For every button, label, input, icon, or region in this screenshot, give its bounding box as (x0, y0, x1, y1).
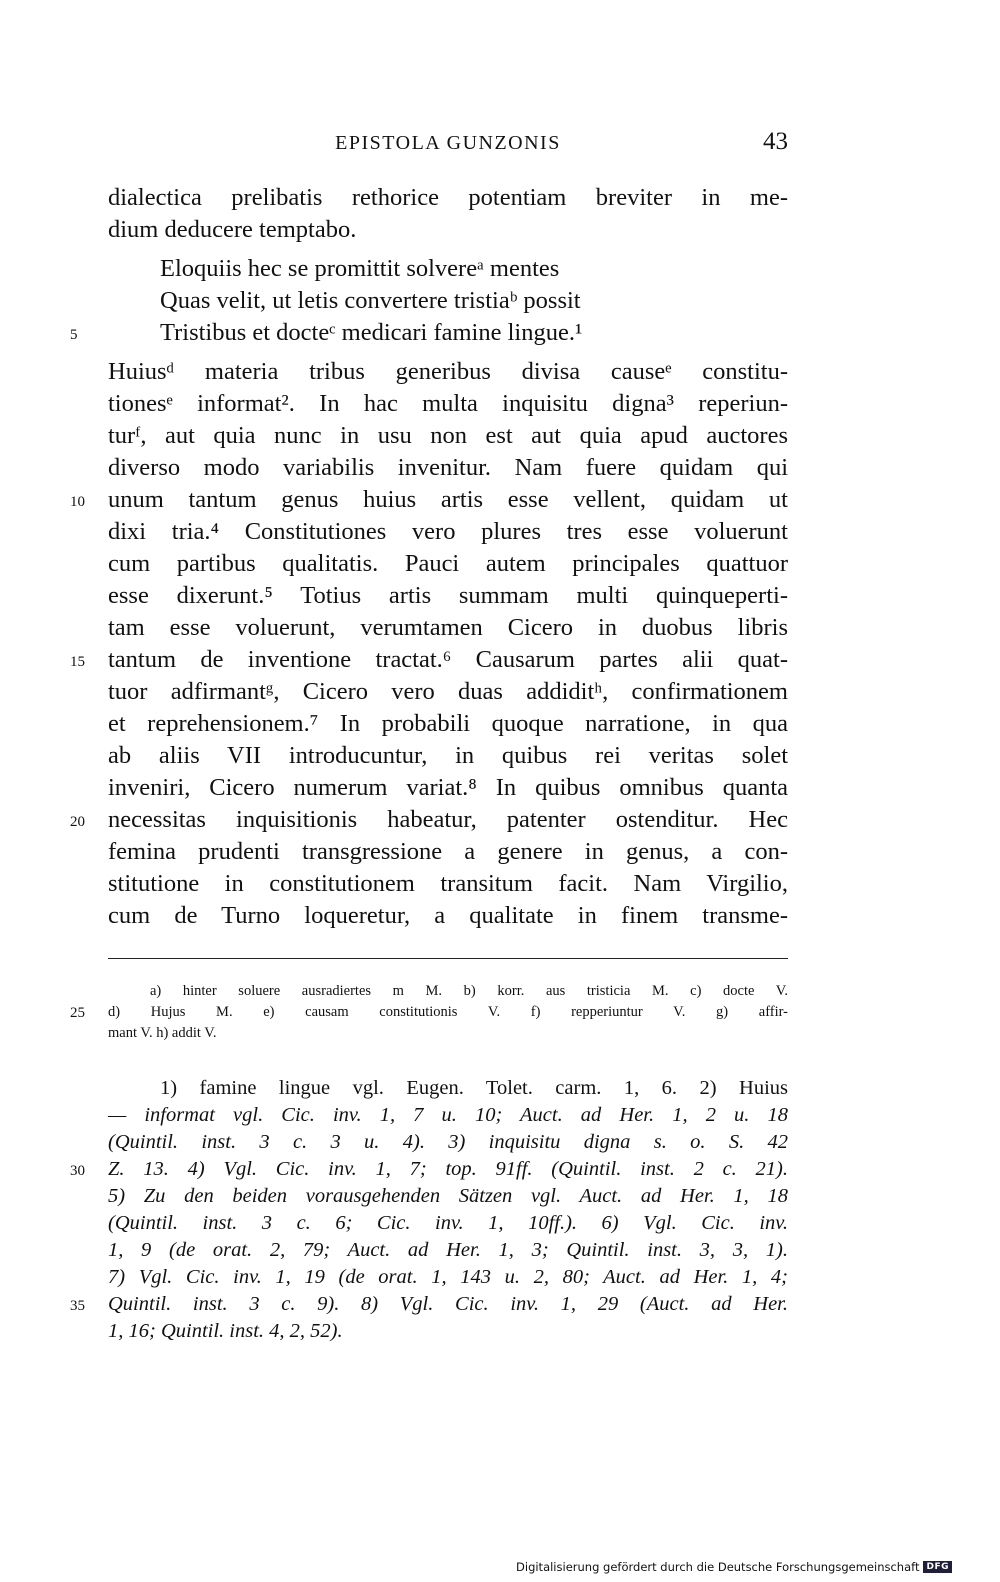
digitization-credit (516, 1560, 952, 1574)
main-line-15: tantum de inventione tractat.⁶ Causarum partes alii quat- (108, 646, 788, 673)
main-line-7: tionesᵉ informat². In hac multa inquisitu digna³ reperiun- (108, 390, 788, 417)
note-line-10: 1, 16; Quintil. inst. 4, 2, 52). (108, 1320, 343, 1342)
line-number: 20 (70, 814, 85, 830)
apparatus-line-2: d) Hujus M. e) causam constitutionis V. f) repperiuntur V. g) affir- (108, 1004, 788, 1020)
verse-line-1: Eloquiis hec se promittit solvereᵃ mentes (160, 255, 560, 282)
main-line-13: esse dixerunt.⁵ Totius artis summam multi quinqueperti- (108, 582, 788, 609)
main-line-21: femina prudenti transgressione a genere in genus, a con- (108, 838, 788, 865)
running-title: EPISTOLA GUNZONIS (335, 132, 561, 154)
note-line-6: (Quintil. inst. 3 c. 6; Cic. inv. 1, 10ff.). 6) Vgl. Cic. inv. (108, 1212, 788, 1234)
main-line-10: unum tantum genus huius artis esse vellent, quidam ut (108, 486, 788, 513)
note-line-1: 1) famine lingue vgl. Eugen. Tolet. carm. 1, 6. 2) Huius (160, 1077, 788, 1099)
verse-line-3: Tristibus et docteᶜ medicari famine lingue.¹ (160, 319, 583, 346)
page-header (108, 128, 788, 164)
apparatus-line-3: mant V. h) addit V. (108, 1025, 217, 1041)
main-line-23: cum de Turno loqueretur, a qualitate in finem transme- (108, 902, 788, 929)
apparatus-line-1: a) hinter soluere ausradiertes m M. b) korr. aus tristicia M. c) docte V. (150, 983, 788, 999)
main-line-2: dium deducere temptabo. (108, 216, 357, 243)
main-line-19: inveniri, Cicero numerum variat.⁸ In quibus omnibus quanta (108, 774, 788, 801)
main-line-12: cum partibus qualitatis. Pauci autem principales quattuor (108, 550, 788, 577)
main-line-18: ab aliis VII introducuntur, in quibus rei veritas solet (108, 742, 788, 769)
verse-line-2: Quas velit, ut letis convertere tristiaᵇ possit (160, 287, 581, 314)
note-line-7: 1, 9 (de orat. 2, 79; Auct. ad Her. 1, 3; Quintil. inst. 3, 3, 1). (108, 1239, 788, 1261)
line-number: 25 (70, 1005, 85, 1021)
note-line-3: (Quintil. inst. 3 c. 3 u. 4). 3) inquisitu digna s. o. S. 42 (108, 1131, 788, 1153)
main-line-14: tam esse voluerunt, verumtamen Cicero in duobus libris (108, 614, 788, 641)
note-line-5: 5) Zu den beiden vorausgehenden Sätzen vgl. Auct. ad Her. 1, 18 (108, 1185, 788, 1207)
footnote-rule (108, 958, 788, 959)
main-line-22: stitutione in constitutionem transitum facit. Nam Virgilio, (108, 870, 788, 897)
main-line-8: turᶠ, aut quia nunc in usu non est aut quia apud auctores (108, 422, 788, 449)
note-line-8: 7) Vgl. Cic. inv. 1, 19 (de orat. 1, 143 u. 2, 80; Auct. ad Her. 1, 4; (108, 1266, 788, 1288)
line-number: 5 (70, 327, 78, 343)
line-number: 10 (70, 494, 85, 510)
line-number: 15 (70, 654, 85, 670)
line-number: 35 (70, 1298, 85, 1314)
main-line-16: tuor adfirmantᵍ, Cicero vero duas addiditʰ, confirmationem (108, 678, 788, 705)
digitization-text: Digitalisierung gefördert durch die Deutsche Forschungsgemeinschaft (516, 1560, 920, 1574)
line-number: 30 (70, 1163, 85, 1179)
main-line-6: Huiusᵈ materia tribus generibus divisa causeᵉ constitu- (108, 358, 788, 385)
note-line-2: — informat vgl. Cic. inv. 1, 7 u. 10; Auct. ad Her. 1, 2 u. 18 (108, 1104, 788, 1126)
note-line-4: Z. 13. 4) Vgl. Cic. inv. 1, 7; top. 91ff. (Quintil. inst. 2 c. 21). (108, 1158, 788, 1180)
main-line-20: necessitas inquisitionis habeatur, patenter ostenditur. Hec (108, 806, 788, 833)
main-line-11: dixi tria.⁴ Constitutiones vero plures tres esse voluerunt (108, 518, 788, 545)
dfg-logo: DFG (923, 1561, 952, 1573)
main-line-17: et reprehensionem.⁷ In probabili quoque narratione, in qua (108, 710, 788, 737)
main-line-9: diverso modo variabilis invenitur. Nam fuere quidam qui (108, 454, 788, 481)
note-line-9: Quintil. inst. 3 c. 9). 8) Vgl. Cic. inv. 1, 29 (Auct. ad Her. (108, 1293, 788, 1315)
page-number: 43 (763, 128, 788, 155)
main-line-1: dialectica prelibatis rethorice potentiam breviter in me- (108, 184, 788, 211)
